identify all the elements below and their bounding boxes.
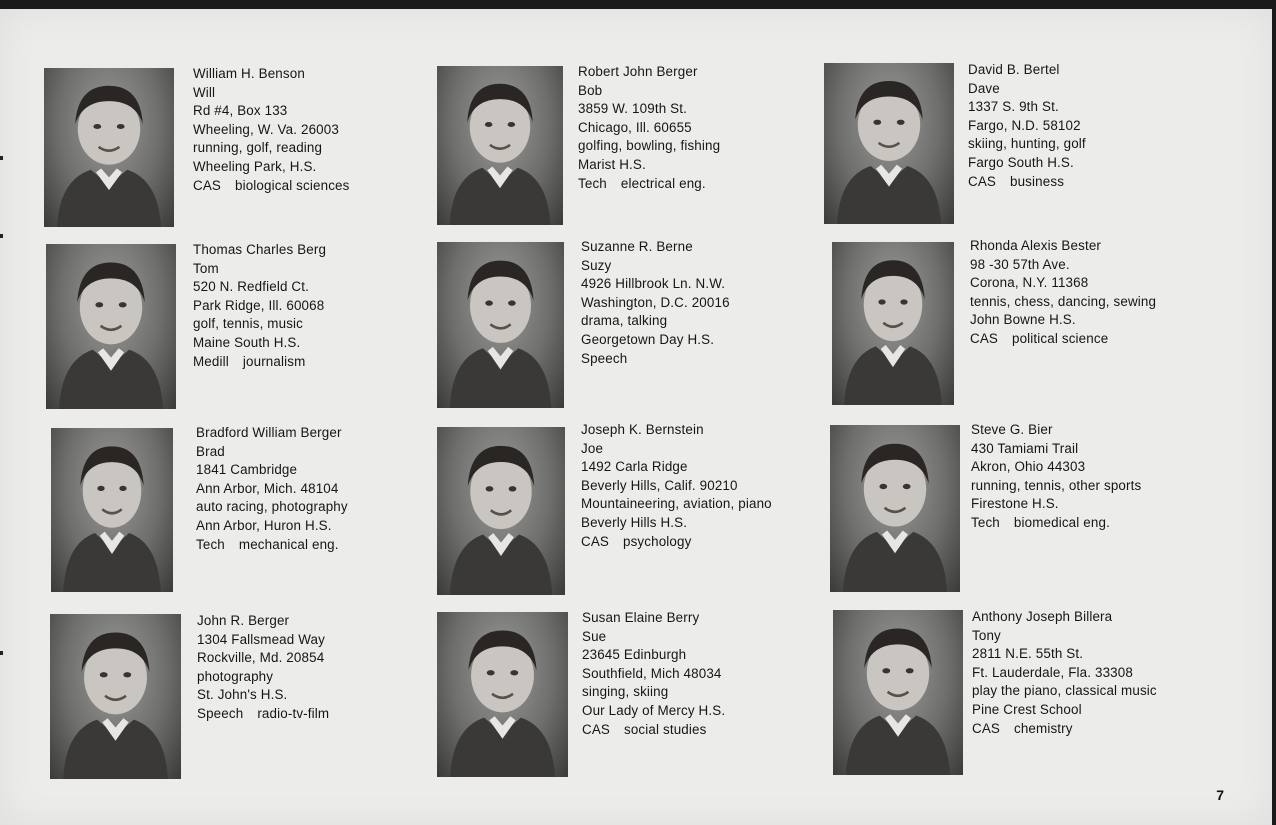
student-detail: 1337 S. 9th St. (968, 99, 1059, 115)
student-detail: 1492 Carla Ridge (581, 459, 688, 475)
major: political science (1011, 330, 1109, 346)
student-detail: Mountaineering, aviation, piano (581, 496, 772, 512)
major: biomedical eng. (1013, 514, 1110, 530)
student-info (197, 612, 329, 724)
school-major (970, 330, 1156, 349)
student-name: John R. Berger (197, 613, 290, 628)
student-name: Susan Elaine Berry (582, 610, 700, 625)
student-detail: Beverly Hills H.S. (581, 514, 688, 530)
school-major (581, 533, 772, 552)
school: Speech (581, 350, 628, 366)
school-major (971, 514, 1141, 533)
student-info (968, 61, 1086, 191)
student-detail: Pine Crest School (972, 701, 1082, 717)
school-major (578, 175, 720, 194)
school: CAS (968, 173, 996, 189)
student-info (972, 608, 1157, 738)
student-detail: golfing, bowling, fishing (578, 138, 721, 154)
student-detail: Sue (582, 628, 607, 644)
student-detail: Akron, Ohio 44303 (971, 459, 1086, 475)
student-name: Bradford William Berger (196, 425, 342, 440)
student-detail: skiing, hunting, golf (968, 136, 1086, 152)
student-name: Thomas Charles Berg (193, 242, 327, 257)
major: biological sciences (234, 177, 350, 193)
student-portrait (437, 612, 568, 777)
school-major (196, 536, 348, 555)
student-detail: Georgetown Day H.S. (581, 331, 715, 347)
student-info (578, 63, 720, 193)
major: chemistry (1013, 720, 1073, 736)
major: electrical eng. (620, 175, 706, 191)
student-info (581, 238, 730, 368)
major: business (1009, 173, 1065, 189)
student-portrait (437, 242, 564, 408)
student-detail: golf, tennis, music (193, 316, 304, 332)
school-major (972, 720, 1157, 739)
page-number: 7 (1216, 787, 1224, 803)
student-portrait (437, 66, 563, 225)
binder-mark (0, 234, 3, 238)
student-detail: Ann Arbor, Huron H.S. (196, 517, 332, 533)
student-detail: 430 Tamiami Trail (971, 440, 1079, 456)
yearbook-page (0, 9, 1272, 825)
student-info (970, 237, 1156, 349)
student-info (196, 424, 348, 554)
student-detail: Our Lady of Mercy H.S. (582, 702, 726, 718)
student-name: David B. Bertel (968, 62, 1060, 77)
school: CAS (972, 720, 1000, 736)
student-detail: 4926 Hillbrook Ln. N.W. (581, 276, 726, 292)
student-detail: Park Ridge, Ill. 60068 (193, 297, 325, 313)
student-detail: Chicago, Ill. 60655 (578, 119, 692, 135)
student-name: Robert John Berger (578, 64, 698, 79)
student-detail: Fargo, N.D. 58102 (968, 117, 1081, 133)
student-info (971, 421, 1141, 533)
student-detail: Brad (196, 443, 225, 459)
school: CAS (193, 177, 221, 193)
student-detail: 520 N. Redfield Ct. (193, 279, 309, 295)
student-portrait (50, 614, 181, 779)
student-detail: 2811 N.E. 55th St. (972, 646, 1084, 662)
student-name: Rhonda Alexis Bester (970, 238, 1102, 253)
major: psychology (622, 533, 692, 549)
student-detail: Rd #4, Box 133 (193, 103, 288, 119)
student-info (582, 609, 725, 739)
school: CAS (582, 721, 610, 737)
major: social studies (623, 721, 707, 737)
school-major (197, 705, 329, 724)
student-detail: 1841 Cambridge (196, 462, 298, 478)
major: mechanical eng. (238, 536, 339, 552)
student-detail: Will (193, 84, 216, 100)
student-detail: photography (197, 668, 274, 684)
school-major (582, 721, 725, 740)
student-portrait (824, 63, 954, 224)
student-detail: Southfield, Mich 48034 (582, 665, 722, 681)
student-name: Joseph K. Bernstein (581, 422, 704, 437)
student-detail: drama, talking (581, 313, 668, 329)
student-detail: singing, skiing (582, 684, 669, 700)
student-portrait (833, 610, 963, 775)
student-detail: Wheeling Park, H.S. (193, 158, 317, 174)
student-detail: 98 -30 57th Ave. (970, 256, 1070, 272)
student-detail: Maine South H.S. (193, 334, 301, 350)
school: CAS (970, 330, 998, 346)
student-detail: Firestone H.S. (971, 496, 1059, 512)
student-name: William H. Benson (193, 66, 305, 81)
school: Speech (197, 705, 244, 721)
student-detail: Rockville, Md. 20854 (197, 650, 325, 666)
student-detail: Ann Arbor, Mich. 48104 (196, 480, 339, 496)
student-info (193, 241, 326, 371)
school: CAS (581, 533, 609, 549)
student-detail: running, tennis, other sports (971, 477, 1142, 493)
student-portrait (44, 68, 174, 227)
student-detail: St. John's H.S. (197, 687, 288, 703)
school: Tech (971, 514, 1000, 530)
school-major (968, 173, 1086, 192)
student-detail: Dave (968, 80, 1000, 96)
school: Tech (578, 175, 607, 191)
binder-mark (0, 651, 3, 655)
school: Medill (193, 353, 229, 369)
student-detail: Tom (193, 260, 219, 276)
binder-mark (0, 156, 3, 160)
student-detail: auto racing, photography (196, 499, 348, 515)
student-detail: 23645 Edinburgh (582, 647, 687, 663)
student-name: Suzanne R. Berne (581, 239, 693, 254)
student-detail: Washington, D.C. 20016 (581, 294, 730, 310)
school-major (193, 177, 349, 196)
student-detail: Beverly Hills, Calif. 90210 (581, 477, 738, 493)
student-detail: Wheeling, W. Va. 26003 (193, 121, 339, 137)
student-info (193, 65, 349, 195)
school-major (193, 353, 326, 372)
student-detail: 1304 Fallsmead Way (197, 631, 325, 647)
student-portrait (830, 425, 960, 592)
student-detail: Fargo South H.S. (968, 154, 1074, 170)
student-name: Anthony Joseph Billera (972, 609, 1113, 624)
student-detail: Suzy (581, 257, 612, 273)
student-detail: Tony (972, 627, 1001, 643)
student-detail: Ft. Lauderdale, Fla. 33308 (972, 664, 1133, 680)
student-detail: running, golf, reading (193, 140, 323, 156)
student-detail: Corona, N.Y. 11368 (970, 275, 1089, 291)
student-name: Steve G. Bier (971, 422, 1053, 437)
student-detail: Joe (581, 440, 604, 456)
school-major (581, 350, 730, 369)
student-detail: 3859 W. 109th St. (578, 101, 688, 117)
student-detail: John Bowne H.S. (970, 312, 1076, 328)
student-detail: Marist H.S. (578, 156, 646, 172)
student-detail: play the piano, classical music (972, 683, 1157, 699)
student-detail: tennis, chess, dancing, sewing (970, 293, 1157, 309)
student-portrait (46, 244, 176, 409)
student-info (581, 421, 772, 551)
student-detail: Bob (578, 82, 603, 98)
student-portrait (51, 428, 173, 592)
major: radio-tv-film (257, 705, 330, 721)
school: Tech (196, 536, 225, 552)
major: journalism (242, 353, 306, 369)
student-portrait (437, 427, 565, 595)
student-portrait (832, 242, 954, 405)
